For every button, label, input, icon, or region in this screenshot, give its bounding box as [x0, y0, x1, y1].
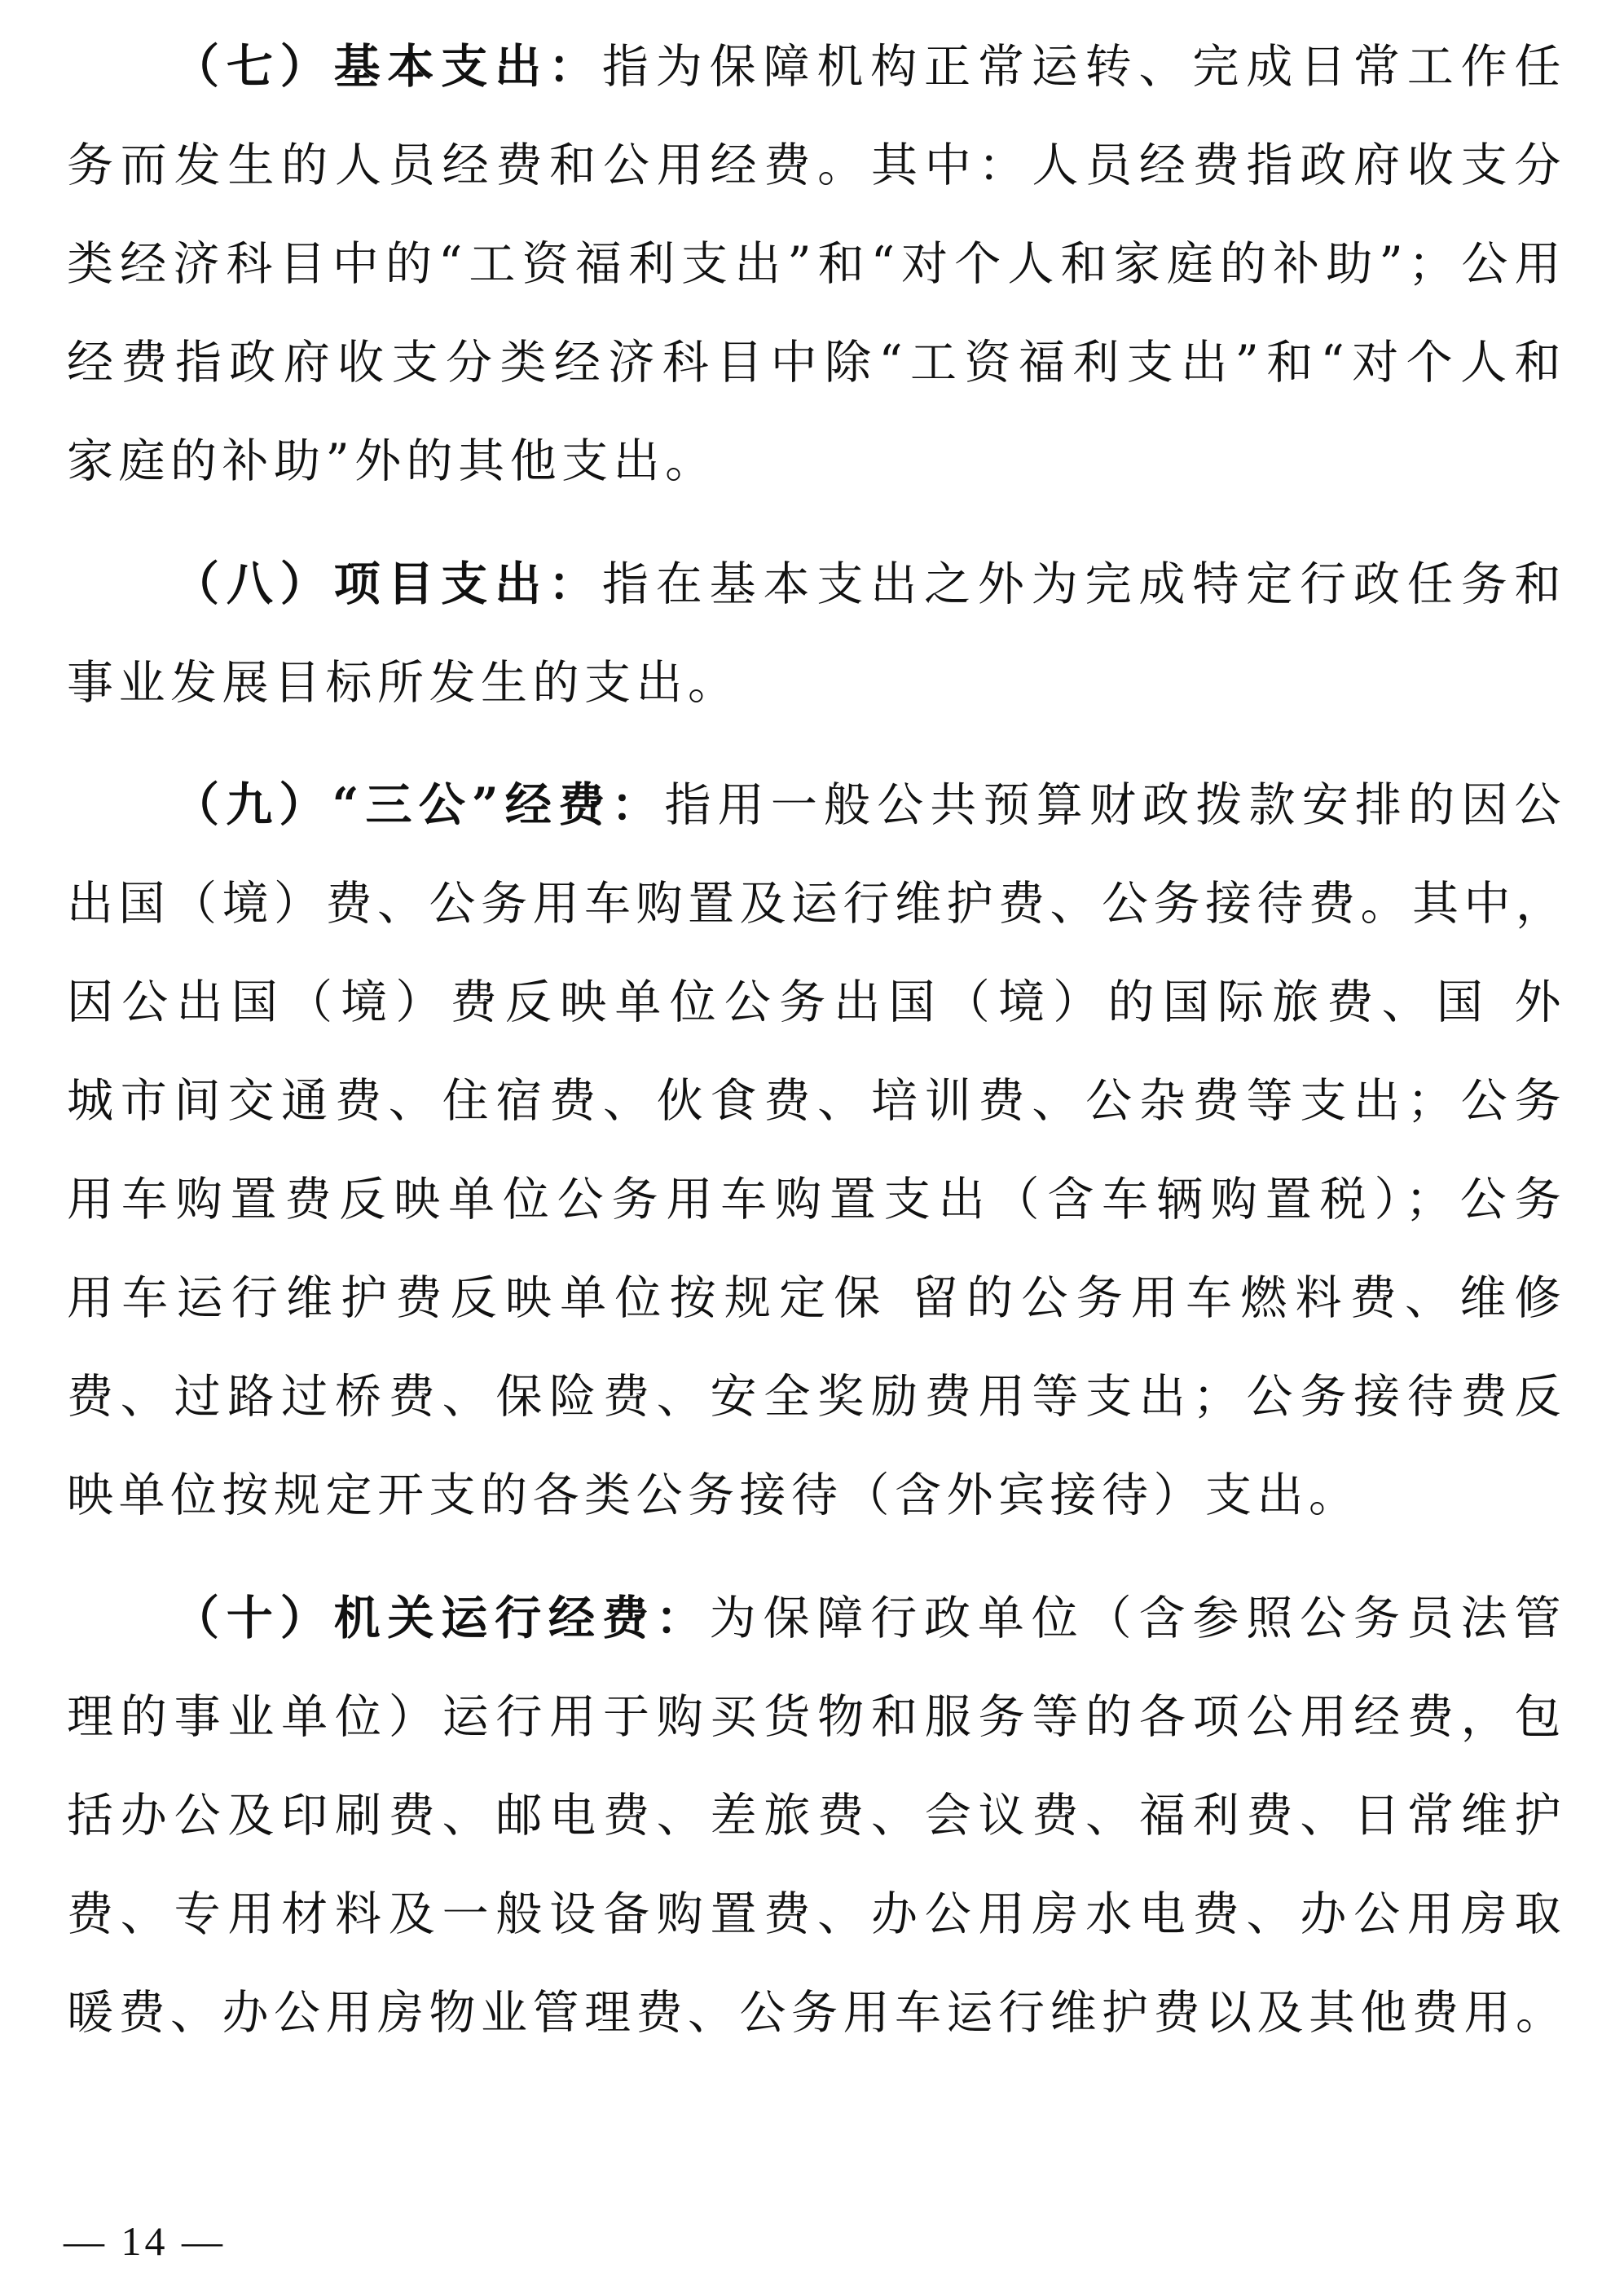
paragraph-line: 费、专用材料及一般设备购置费、办公用房水电费、办公用房取: [67, 1887, 1566, 1941]
heading-project-expenditure: （八）项目支出：: [173, 557, 602, 611]
paragraph-line: 用车购置费反映单位公务用车购置支出（含车辆购置税）；公务: [67, 1173, 1566, 1226]
heading-operating-expenses: （十）机关运行经费：: [173, 1591, 710, 1645]
paragraph-basic-expenditure-line-1: （七）基本支出：指为保障机构正常运转、完成日常工作任: [173, 39, 1567, 94]
paragraph-three-public-funds-line-1: （九）“三公”经费：指用一般公共预算财政拨款安排的因公: [173, 777, 1566, 832]
paragraph-project-expenditure-line-1: （八）项目支出：指在基本支出之外为完成特定行政任务和: [173, 557, 1567, 611]
paragraph-line: 事业发展目标所发生的支出。: [67, 656, 740, 710]
paragraph-line: 暖费、办公用房物业管理费、公务用车运行维护费以及其他费用。: [67, 1986, 1568, 2040]
heading-three-public-funds: （九）“三公”经费：: [173, 777, 665, 832]
page-number: — 14 —: [64, 2218, 226, 2264]
paragraph-line: 理的事业单位）运行用于购买货物和服务等的各项公用经费，包: [67, 1690, 1566, 1744]
paragraph-line: 用车运行维护费反映单位按规定保 留的公务用车燃料费、维修: [67, 1271, 1566, 1325]
paragraph-operating-expenses-line-1: （十）机关运行经费：为保障行政单位（含参照公务员法管: [173, 1591, 1567, 1645]
paragraph-line: 括办公及印刷费、邮电费、差旅费、会议费、福利费、日常维护: [67, 1789, 1566, 1843]
paragraph-line: 因公出国（境）费反映单位公务出国（境）的国际旅费、国 外: [67, 975, 1566, 1029]
paragraph-line: 经费指政府收支分类经济科目中除“工资福利支出”和“对个人和: [67, 336, 1566, 390]
paragraph-line: 费、过路过桥费、保险费、安全奖励费用等支出；公务接待费反: [67, 1370, 1566, 1424]
paragraph-line: 务而发生的人员经费和公用经费。其中：人员经费指政府收支分: [67, 139, 1566, 192]
heading-basic-expenditure: （七）基本支出：: [173, 39, 602, 94]
paragraph-line: 出国（境）费、公务用车购置及运行维护费、公务接待费。其中，: [67, 877, 1568, 931]
paragraph-line: 家庭的补助”外的其他支出。: [67, 434, 717, 488]
paragraph-line: 城市间交通费、住宿费、伙食费、培训费、公杂费等支出；公务: [67, 1074, 1566, 1128]
paragraph-line: 映单位按规定开支的各类公务接待（含外宾接待）支出。: [67, 1468, 1361, 1522]
paragraph-line: 类经济科目中的“工资福利支出”和“对个人和家庭的补助”；公用: [67, 237, 1566, 291]
